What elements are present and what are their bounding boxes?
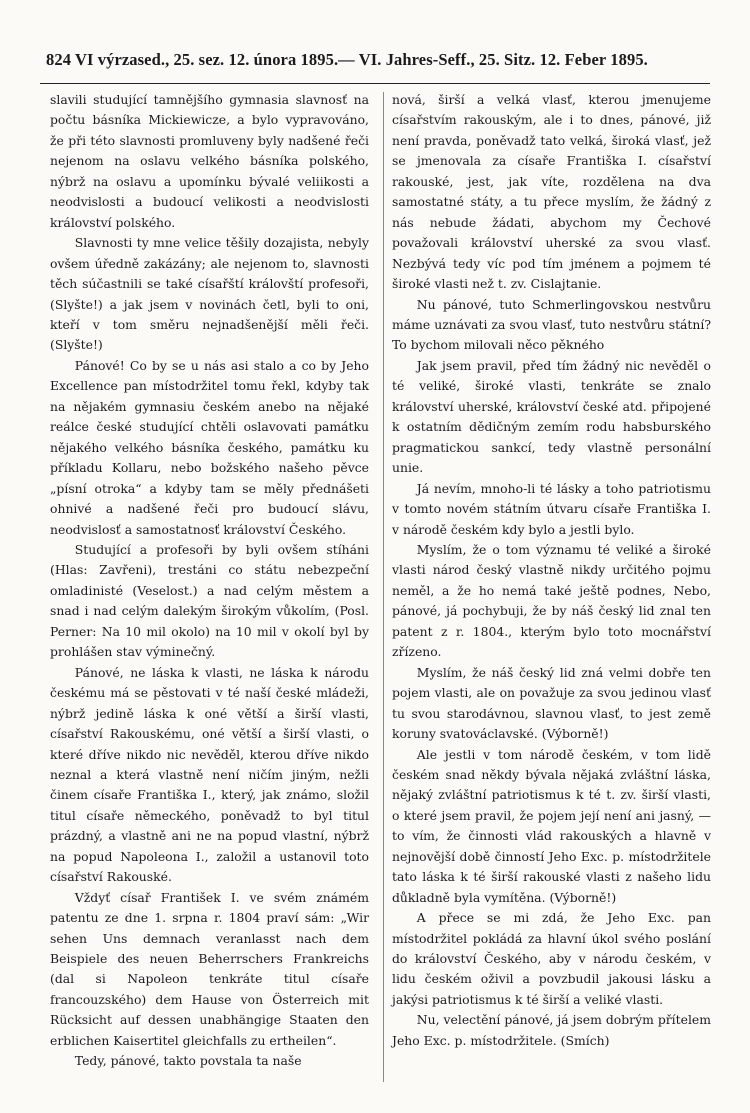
column-divider <box>383 92 384 1082</box>
paragraph: nová, širší a velká vlasť, kterou jmenujeme císařstvím rakouským, ale i to dnes, pánové, již není pravda, poněvadž tato velká, široká vlasť, jež se jmenovala za císaře Františka I. císařství rakouské, jest, jak víte, rozdělena na dva samostatné státy, a tu přece myslím, že žádný z nás nebude žádati, abychom my Čechové považovali království uherské za svou vlasť. Nezbývá tedy víc pod tím jménem a pojmem té široké vlasti než t. zv. Cislajtanie. <box>392 92 711 292</box>
paragraph: Slavnosti ty mne velice těšily dozajista, nebyly ovšem úředně zakázány; ale nejenom to, slavnosti těch súčastnili se také císařští královští profesoři, (Slyšte!) a jak jsem v novinách četl, byli to oni, kteří v tom směru nejnadšenější měli řeči. (Slyšte!) <box>50 235 369 353</box>
paragraph: Myslím, že náš český lid zná velmi dobře ten pojem vlasti, ale on považuje za svou jedinou vlasť tu svou starodávnou, slavnou vlasť, to jest země koruny svatováclavské. (Výborně!) <box>392 664 711 742</box>
paragraph: Nu pánové, tuto Schmerlingovskou nestvůru máme uznávati za svou vlasť, tuto nestvůru státní? To bychom milovali něco pěkného <box>392 296 711 353</box>
paragraph: Nu, velectění pánové, já jsem dobrým přítelem Jeho Exc. p. místodržitele. (Smích) <box>392 1012 711 1048</box>
paragraph: Já nevím, mnoho-li té lásky a toho patriotismu v tomto novém státním útvaru císaře Františka I. v národě českém kdy bylo a jestli bylo. <box>392 480 711 537</box>
left-column <box>50 90 369 1072</box>
page-header: 824 VI výrzased., 25. sez. 12. února 1895.— VI. Jahres-Seff., 25. Sitz. 12. Feber 1895. <box>46 50 648 69</box>
paragraph: Studující a profesoři by byli ovšem stíháni (Hlas: Zavřeni), trestáni co státu nebezpeční omladinisté (Veselost.) a nad celým městem a snad i nad celým dalekým širokým vůkolím, (Posl. Perner: Na 10 mil okolo) na 10 mil v okolí byl by prohlášen stav výminečný. <box>50 541 369 660</box>
paragraph: slavili studující tamnějšího gymnasia slavnosť na počtu básníka Mickiewicze, a bylo vypravováno, že při této slavnosti promluveny byly nadšené řeči nejenom na oslavu velkého básníka polského, nýbrž na oslavu a upomínku bývalé veliikosti a neodvislosti a budoucí velikosti a neodvislosti království polského. <box>50 92 369 230</box>
paragraph: Myslím, že o tom významu té veliké a široké vlasti národ český vlastně nikdy určitého pojmu neměl, a že ho nemá také ještě podnes, Nebo, pánové, já pochybuji, že by náš český lid znal ten patent z r. 1804., kterým bylo toto mocnářství zřízeno. <box>392 541 711 660</box>
paragraph: A přece se mi zdá, že Jeho Exc. pan místodržitel pokládá za hlavní úkol svého poslání do království Českého, aby v národu českém, v lidu českém oživil a povzbudil jakousi lásku a jakýsi patriotismus k té širší a veliké vlasti. <box>392 910 711 1007</box>
paragraph: Ale jestli v tom národě českém, v tom lidě českém snad někdy bývala nějaká zvláštní láska, nějaký zvláštní patriotismus k té t. zv. širší vlasti, o které jsem pravil, že pojem její není ani jasný, — to vím, že činnosti vlád rakouských a hlavně v nejnovější době činností Jeho Exc. p. místodržitele tato láska k té širší rakouské vlasti z našeho lidu důkladně byla vymítěna. (Výborně!) <box>392 746 711 905</box>
paragraph: Jak jsem pravil, před tím žádný nic nevěděl o té veliké, široké vlasti, tenkráte se znalo království uherské, království české atd. připojené k ostatním dědičným zemím rodu habsburského pragmatickou sankcí, tedy vlastně personální unie. <box>392 357 711 476</box>
paragraph: Pánové, ne láska k vlasti, ne láska k národu českému má se pěstovati v té naší české mládeži, nýbrž jedině láska k oné větší a širší vlasti, císařství Rakouskému, oné větší a širší vlasti, o které dříve nikdo nic nevěděl, kterou dříve nikdo neznal a která vlastně není ničím jiným, nežli činem císaře Františka I., který, jak známo, složil titul císaře německého, poněvadž to byl titul prázdný, a vlastně ani ne na popud vlastní, nýbrž na popud Napoleona I., založil a ustanovil toto císařství Rakouské. <box>50 664 369 885</box>
right-column <box>392 90 711 1051</box>
header-rule <box>40 83 710 84</box>
paragraph: Tedy, pánové, takto povstala ta naše <box>74 1053 302 1069</box>
paragraph: Vždyť císař František I. ve svém známém patentu ze dne 1. srpna r. 1804 praví sám: „Wir sehen Uns demnach veranlasst nach dem Beispiele des neuen Beherrschers Frankreichs (dal si Napoleon tenkráte titul císaře francouzského) dem Hause von Österreich mit Rücksicht auf dessen unabhängige Staaten den erblichen Kaisertitel gleichfalls zu ertheilen“. <box>50 889 369 1048</box>
paragraph: Pánové! Co by se u nás asi stalo a co by Jeho Excellence pan místodržitel tomu řekl, kdyby tak na nějakém gymnasiu českém anebo na nějaké reálce české studující chtěli oslavovati památku nějakého velkého básníka českého, památku ku příkladu Kollaru, nebo božského našeho pěvce „písní otroka“ a kdyby tam se měly přednášeti ohnivé a nadšené řeči pro budoucí slávu, neodvislosť a samostatnosť království Českého. <box>50 357 369 537</box>
